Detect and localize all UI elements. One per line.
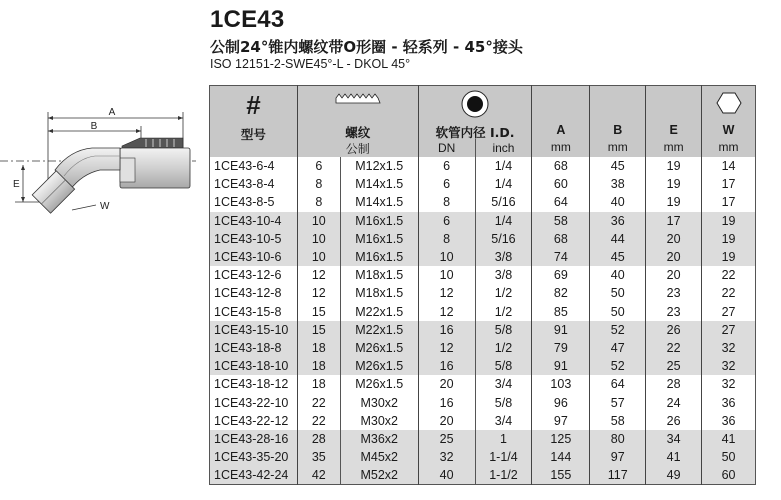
dn-cell: 16 xyxy=(418,321,475,339)
dimension-e-label: E xyxy=(13,179,20,190)
thread-cell: M30x2 xyxy=(340,393,418,411)
size-cell: 18 xyxy=(297,357,340,375)
page-subtitle: 公制24°锥内螺纹带O形圈 - 轻系列 - 45°接头 xyxy=(210,38,523,56)
a-unit: mm xyxy=(550,140,571,154)
spec-table xyxy=(209,85,756,485)
a-cell: 68 xyxy=(532,230,590,248)
thread-cell: M16x1.5 xyxy=(340,212,418,230)
dimension-b-label: B xyxy=(90,121,98,132)
dn-cell: 40 xyxy=(418,466,475,485)
table-row xyxy=(210,193,756,211)
thread-cell: M36x2 xyxy=(340,430,418,448)
thread-cell: M14x1.5 xyxy=(340,175,418,193)
a-cell: 69 xyxy=(532,266,590,284)
w-cell: 19 xyxy=(702,212,756,230)
inch-cell: 1 xyxy=(475,430,532,448)
size-cell: 22 xyxy=(297,393,340,411)
a-cell: 125 xyxy=(532,430,590,448)
size-cell: 22 xyxy=(297,412,340,430)
spec-table-body xyxy=(210,157,756,485)
a-cell: 144 xyxy=(532,448,590,466)
standard-designation: ISO 12151-2-SWE45°-L - DKOL 45° xyxy=(210,57,411,71)
hexagon-icon xyxy=(702,92,755,117)
dimension-a-label: A xyxy=(108,107,116,118)
w-cell: 17 xyxy=(702,193,756,211)
w-cell: 14 xyxy=(702,157,756,175)
dn-cell: 10 xyxy=(418,266,475,284)
table-row xyxy=(210,412,756,430)
w-cell: 41 xyxy=(702,430,756,448)
e-cell: 22 xyxy=(646,339,702,357)
dn-subheader: DN xyxy=(437,141,456,155)
model-cell: 1CE43-18-8 xyxy=(210,339,298,357)
b-cell: 38 xyxy=(590,175,646,193)
b-cell: 40 xyxy=(590,266,646,284)
dn-cell: 16 xyxy=(418,393,475,411)
dn-cell: 12 xyxy=(418,303,475,321)
inch-cell: 1/4 xyxy=(475,175,532,193)
size-cell: 18 xyxy=(297,339,340,357)
e-cell: 41 xyxy=(646,448,702,466)
b-cell: 36 xyxy=(590,212,646,230)
b-cell: 40 xyxy=(590,193,646,211)
model-cell: 1CE43-12-6 xyxy=(210,266,298,284)
thread-cell: M22x1.5 xyxy=(340,303,418,321)
model-label: 型号 xyxy=(240,127,266,142)
size-cell: 10 xyxy=(297,212,340,230)
inch-cell: 3/8 xyxy=(475,266,532,284)
e-unit: mm xyxy=(663,140,684,154)
dn-cell: 25 xyxy=(418,430,475,448)
thread-cell: M18x1.5 xyxy=(340,284,418,302)
table-row xyxy=(210,248,756,266)
w-cell: 50 xyxy=(702,448,756,466)
b-cell: 80 xyxy=(590,430,646,448)
b-cell: 52 xyxy=(590,357,646,375)
table-row xyxy=(210,448,756,466)
size-cell: 10 xyxy=(297,230,340,248)
e-cell: 20 xyxy=(646,266,702,284)
thread-cell: M12x1.5 xyxy=(340,157,418,175)
e-cell: 20 xyxy=(646,230,702,248)
table-row xyxy=(210,266,756,284)
e-cell: 25 xyxy=(646,357,702,375)
thread-cell: M26x1.5 xyxy=(340,339,418,357)
dn-cell: 12 xyxy=(418,284,475,302)
inch-cell: 5/16 xyxy=(475,193,532,211)
b-cell: 97 xyxy=(590,448,646,466)
b-cell: 58 xyxy=(590,412,646,430)
model-cell: 1CE43-18-10 xyxy=(210,357,298,375)
table-row xyxy=(210,157,756,175)
thread-cell: M14x1.5 xyxy=(340,193,418,211)
model-cell: 1CE43-22-10 xyxy=(210,393,298,411)
e-cell: 28 xyxy=(646,375,702,393)
dn-cell: 6 xyxy=(418,212,475,230)
dn-cell: 16 xyxy=(418,357,475,375)
size-cell: 12 xyxy=(297,266,340,284)
inch-cell: 1/2 xyxy=(475,284,532,302)
w-cell: 36 xyxy=(702,393,756,411)
table-row xyxy=(210,230,756,248)
a-cell: 91 xyxy=(532,357,590,375)
table-row xyxy=(210,175,756,193)
column-header-w xyxy=(702,86,756,158)
column-header-a xyxy=(532,86,590,158)
w-cell: 19 xyxy=(702,248,756,266)
thread-cell: M52x2 xyxy=(340,466,418,485)
w-cell: 32 xyxy=(702,339,756,357)
e-cell: 34 xyxy=(646,430,702,448)
w-cell: 22 xyxy=(702,266,756,284)
thread-cell: M22x1.5 xyxy=(340,321,418,339)
column-header-model xyxy=(210,86,298,158)
table-row xyxy=(210,430,756,448)
thread-cell: M16x1.5 xyxy=(340,230,418,248)
a-cell: 74 xyxy=(532,248,590,266)
size-cell: 15 xyxy=(297,321,340,339)
dn-cell: 32 xyxy=(418,448,475,466)
inch-cell: 5/8 xyxy=(475,393,532,411)
hash-icon: # xyxy=(246,90,261,120)
w-cell: 19 xyxy=(702,230,756,248)
hose-id-label: 软管内径 I.D. xyxy=(435,125,515,140)
e-cell: 19 xyxy=(646,175,702,193)
e-cell: 23 xyxy=(646,284,702,302)
w-cell: 32 xyxy=(702,375,756,393)
model-cell: 1CE43-22-12 xyxy=(210,412,298,430)
inch-subheader: inch xyxy=(475,139,532,157)
b-cell: 50 xyxy=(590,284,646,302)
thread-label: 螺纹 xyxy=(345,125,371,140)
model-cell: 1CE43-42-24 xyxy=(210,466,298,485)
a-label: A xyxy=(556,123,566,137)
a-cell: 60 xyxy=(532,175,590,193)
inch-cell: 5/16 xyxy=(475,230,532,248)
thread-unit: 公制 xyxy=(345,142,370,156)
inch-cell: 5/8 xyxy=(475,357,532,375)
page-title: 1CE43 xyxy=(210,6,285,33)
size-cell: 28 xyxy=(297,430,340,448)
e-cell: 19 xyxy=(646,157,702,175)
e-cell: 20 xyxy=(646,248,702,266)
inch-cell: 1-1/4 xyxy=(475,448,532,466)
b-cell: 44 xyxy=(590,230,646,248)
45-degree-hose-fitting-icon xyxy=(0,90,206,230)
b-unit: mm xyxy=(607,140,628,154)
b-cell: 45 xyxy=(590,157,646,175)
column-header-thread xyxy=(297,86,418,158)
b-cell: 52 xyxy=(590,321,646,339)
size-cell: 6 xyxy=(297,157,340,175)
thread-cell: M26x1.5 xyxy=(340,375,418,393)
size-cell: 10 xyxy=(297,248,340,266)
column-header-b xyxy=(590,86,646,158)
table-row xyxy=(210,393,756,411)
model-cell: 1CE43-8-4 xyxy=(210,175,298,193)
a-cell: 68 xyxy=(532,157,590,175)
b-cell: 64 xyxy=(590,375,646,393)
a-cell: 64 xyxy=(532,193,590,211)
e-cell: 26 xyxy=(646,412,702,430)
model-cell: 1CE43-18-12 xyxy=(210,375,298,393)
thread-cell: M26x1.5 xyxy=(340,357,418,375)
model-cell: 1CE43-10-4 xyxy=(210,212,298,230)
column-header-hose-id xyxy=(418,86,532,158)
hose-bore-icon xyxy=(419,89,532,122)
inch-cell: 1/4 xyxy=(475,212,532,230)
a-cell: 97 xyxy=(532,412,590,430)
b-cell: 117 xyxy=(590,466,646,485)
w-cell: 17 xyxy=(702,175,756,193)
a-cell: 58 xyxy=(532,212,590,230)
model-cell: 1CE43-6-4 xyxy=(210,157,298,175)
inch-cell: 3/4 xyxy=(475,375,532,393)
model-cell: 1CE43-10-5 xyxy=(210,230,298,248)
e-cell: 49 xyxy=(646,466,702,485)
w-cell: 32 xyxy=(702,357,756,375)
table-row xyxy=(210,284,756,302)
w-cell: 60 xyxy=(702,466,756,485)
inch-cell: 5/8 xyxy=(475,321,532,339)
table-row xyxy=(210,212,756,230)
e-cell: 24 xyxy=(646,393,702,411)
dn-cell: 6 xyxy=(418,175,475,193)
e-cell: 23 xyxy=(646,303,702,321)
dn-cell: 8 xyxy=(418,193,475,211)
column-header-e xyxy=(646,86,702,158)
thread-profile-icon xyxy=(298,92,418,107)
size-cell: 12 xyxy=(297,284,340,302)
dn-cell: 20 xyxy=(418,375,475,393)
model-cell: 1CE43-28-16 xyxy=(210,430,298,448)
dn-cell: 20 xyxy=(418,412,475,430)
size-cell: 8 xyxy=(297,193,340,211)
size-cell: 8 xyxy=(297,175,340,193)
dn-cell: 6 xyxy=(418,157,475,175)
a-cell: 155 xyxy=(532,466,590,485)
dn-cell: 10 xyxy=(418,248,475,266)
table-row xyxy=(210,339,756,357)
b-cell: 50 xyxy=(590,303,646,321)
table-row xyxy=(210,303,756,321)
e-cell: 17 xyxy=(646,212,702,230)
w-cell: 36 xyxy=(702,412,756,430)
size-cell: 15 xyxy=(297,303,340,321)
table-row xyxy=(210,357,756,375)
dn-cell: 12 xyxy=(418,339,475,357)
fitting-diagram xyxy=(0,90,206,230)
model-cell: 1CE43-15-10 xyxy=(210,321,298,339)
inch-cell: 1/2 xyxy=(475,303,532,321)
b-label: B xyxy=(613,123,623,137)
e-cell: 26 xyxy=(646,321,702,339)
size-cell: 18 xyxy=(297,375,340,393)
b-cell: 47 xyxy=(590,339,646,357)
w-unit: mm xyxy=(718,140,739,154)
w-cell: 22 xyxy=(702,284,756,302)
inch-cell: 3/8 xyxy=(475,248,532,266)
model-cell: 1CE43-15-8 xyxy=(210,303,298,321)
inch-cell: 1/2 xyxy=(475,339,532,357)
thread-cell: M30x2 xyxy=(340,412,418,430)
dn-cell: 8 xyxy=(418,230,475,248)
thread-cell: M16x1.5 xyxy=(340,248,418,266)
size-cell: 35 xyxy=(297,448,340,466)
model-cell: 1CE43-8-5 xyxy=(210,193,298,211)
size-cell: 42 xyxy=(297,466,340,485)
a-cell: 85 xyxy=(532,303,590,321)
w-cell: 27 xyxy=(702,303,756,321)
table-row xyxy=(210,375,756,393)
a-cell: 79 xyxy=(532,339,590,357)
a-cell: 82 xyxy=(532,284,590,302)
model-cell: 1CE43-35-20 xyxy=(210,448,298,466)
a-cell: 96 xyxy=(532,393,590,411)
w-label: W xyxy=(722,123,735,137)
table-row xyxy=(210,321,756,339)
w-cell: 27 xyxy=(702,321,756,339)
thread-cell: M18x1.5 xyxy=(340,266,418,284)
inch-cell: 1/4 xyxy=(475,157,532,175)
e-label: E xyxy=(669,123,678,137)
a-cell: 103 xyxy=(532,375,590,393)
a-cell: 91 xyxy=(532,321,590,339)
e-cell: 19 xyxy=(646,193,702,211)
model-cell: 1CE43-12-8 xyxy=(210,284,298,302)
thread-cell: M45x2 xyxy=(340,448,418,466)
b-cell: 45 xyxy=(590,248,646,266)
inch-cell: 1-1/2 xyxy=(475,466,532,485)
inch-cell: 3/4 xyxy=(475,412,532,430)
model-cell: 1CE43-10-6 xyxy=(210,248,298,266)
b-cell: 57 xyxy=(590,393,646,411)
dimension-w-label: W xyxy=(100,201,110,212)
table-row xyxy=(210,466,756,485)
